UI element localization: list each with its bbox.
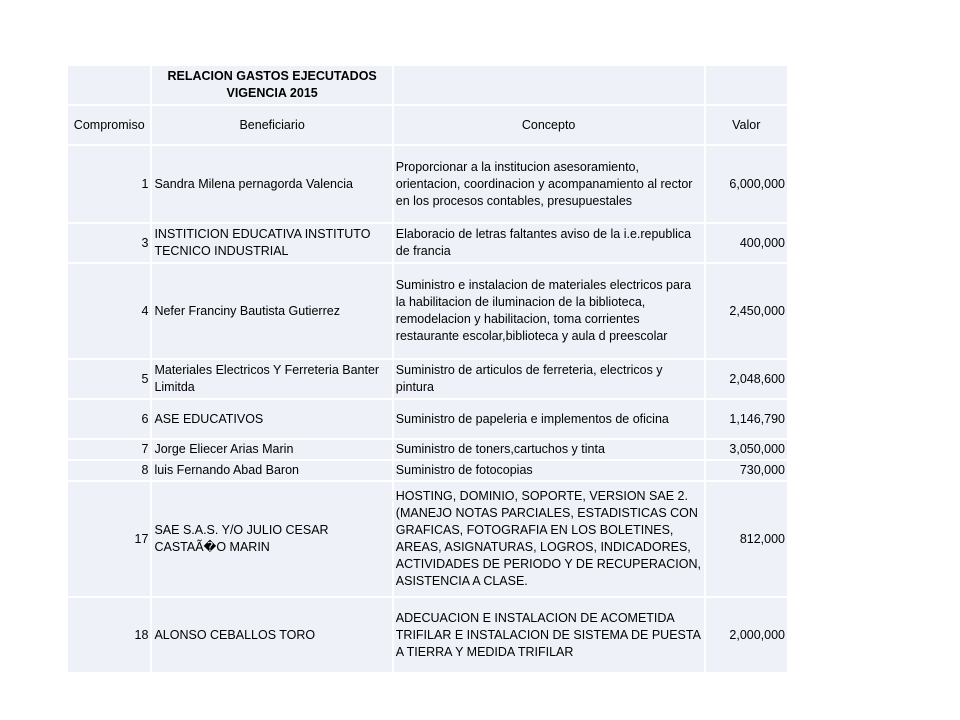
table-title: RELACION GASTOS EJECUTADOS VIGENCIA 2015 <box>151 65 392 105</box>
concepto-cell: Proporcionar a la institucion asesoramiento, orientacion, coordinacion y acompanamiento al rector en los procesos contables, presupuestales <box>393 145 705 223</box>
header-concepto: Concepto <box>393 105 705 145</box>
table-row <box>67 223 788 263</box>
table-row <box>67 359 788 399</box>
valor-cell: 6,000,000 <box>705 145 789 223</box>
table-row <box>67 597 788 673</box>
compromiso-cell: 4 <box>67 263 151 359</box>
beneficiario-cell: Nefer Franciny Bautista Gutierrez <box>151 263 392 359</box>
valor-cell: 2,000,000 <box>705 597 789 673</box>
table-row <box>67 145 788 223</box>
compromiso-cell: 5 <box>67 359 151 399</box>
beneficiario-cell: Sandra Milena pernagorda Valencia <box>151 145 392 223</box>
header-valor: Valor <box>705 105 789 145</box>
concepto-cell: Suministro de fotocopias <box>393 460 705 481</box>
title-row <box>67 65 788 105</box>
valor-cell: 3,050,000 <box>705 439 789 460</box>
beneficiario-cell: ASE EDUCATIVOS <box>151 399 392 439</box>
compromiso-cell: 17 <box>67 481 151 597</box>
table-row <box>67 460 788 481</box>
valor-cell: 2,048,600 <box>705 359 789 399</box>
beneficiario-cell: ALONSO CEBALLOS TORO <box>151 597 392 673</box>
header-compromiso: Compromiso <box>67 105 151 145</box>
concepto-cell: Suministro e instalacion de materiales electricos para la habilitacion de iluminacion de la biblioteca, remodelacion y habilitacion, toma corrientes restaurante escolar,biblioteca y aula d preescolar <box>393 263 705 359</box>
concepto-cell: Suministro de papeleria e implementos de oficina <box>393 399 705 439</box>
table-row <box>67 481 788 597</box>
concepto-cell: ADECUACION E INSTALACION DE ACOMETIDA TRIFILAR E INSTALACION DE SISTEMA DE PUESTA A TIERRA Y MEDIDA TRIFILAR <box>393 597 705 673</box>
table-row <box>67 263 788 359</box>
beneficiario-cell: Materiales Electricos Y Ferreteria Banter Limitda <box>151 359 392 399</box>
concepto-cell: Suministro de articulos de ferreteria, electricos y pintura <box>393 359 705 399</box>
blank-cell <box>705 65 789 105</box>
header-beneficiario: Beneficiario <box>151 105 392 145</box>
expenses-table <box>66 64 789 674</box>
compromiso-cell: 6 <box>67 399 151 439</box>
compromiso-cell: 3 <box>67 223 151 263</box>
compromiso-cell: 1 <box>67 145 151 223</box>
beneficiario-cell: luis Fernando Abad Baron <box>151 460 392 481</box>
compromiso-cell: 7 <box>67 439 151 460</box>
beneficiario-cell: Jorge Eliecer Arias Marin <box>151 439 392 460</box>
valor-cell: 812,000 <box>705 481 789 597</box>
valor-cell: 2,450,000 <box>705 263 789 359</box>
concepto-cell: Suministro de toners,cartuchos y tinta <box>393 439 705 460</box>
header-row <box>67 105 788 145</box>
concepto-cell: Elaboracio de letras faltantes aviso de la i.e.republica de francia <box>393 223 705 263</box>
blank-cell <box>393 65 705 105</box>
valor-cell: 1,146,790 <box>705 399 789 439</box>
concepto-cell: HOSTING, DOMINIO, SOPORTE, VERSION SAE 2. (MANEJO NOTAS PARCIALES, ESTADISTICAS CON GRAFICAS, FOTOGRAFIA EN LOS BOLETINES, AREAS, ASIGNATURAS, LOGROS, INDICADORES, ACTIVIDADES DE PERIODO Y DE RECUPERACION, ASISTENCIA A CLASE. <box>393 481 705 597</box>
valor-cell: 400,000 <box>705 223 789 263</box>
compromiso-cell: 8 <box>67 460 151 481</box>
blank-cell <box>67 65 151 105</box>
valor-cell: 730,000 <box>705 460 789 481</box>
table-row <box>67 399 788 439</box>
beneficiario-cell: INSTITICION EDUCATIVA INSTITUTO TECNICO INDUSTRIAL <box>151 223 392 263</box>
beneficiario-cell: SAE S.A.S. Y/O JULIO CESAR CASTAÃ�O MARIN <box>151 481 392 597</box>
table-row <box>67 439 788 460</box>
compromiso-cell: 18 <box>67 597 151 673</box>
